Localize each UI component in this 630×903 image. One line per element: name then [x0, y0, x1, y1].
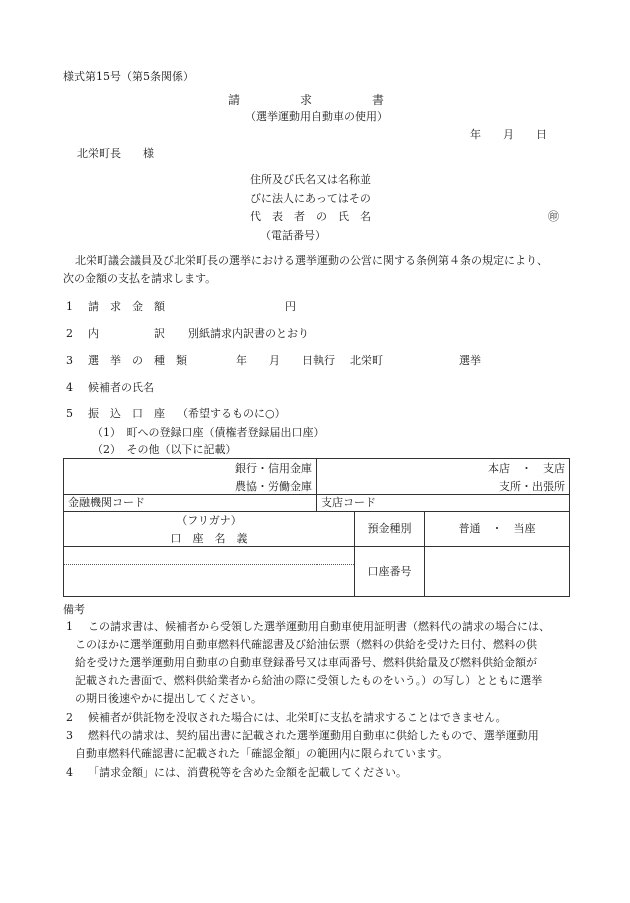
item-5-label: 振 込 口 座 [88, 407, 165, 420]
furigana-input-cell[interactable] [64, 547, 355, 565]
bank-code-cell[interactable] [64, 495, 317, 512]
bank-account-table [63, 458, 570, 597]
item-4-label: 候補者の氏名 [88, 381, 154, 394]
furigana-label: （フリガナ） [176, 514, 242, 527]
item-1-number: 1 [66, 300, 73, 313]
addressee: 北栄町長 様 [77, 147, 154, 160]
account-name-label: 口 座 名 義 [170, 532, 248, 545]
account-name-header [64, 512, 355, 547]
note-1-line-3: 給を受けた選挙運動用自動車の自動車登録番号又は車両番号、燃料供給量及び燃料供給金額が [75, 656, 537, 669]
branch-types-line-1: 本店 ・ 支店 [488, 461, 566, 475]
bank-type-cell[interactable] [64, 459, 317, 495]
branch-code-label: 支店コード [321, 496, 376, 509]
intro-line-1: 北栄町議会議員及び北栄町長の選挙における選挙運動の公営に関する条例第４条の規定により、 [75, 254, 548, 267]
applicant-line-1: 住所及び氏名又は名称並 [250, 173, 371, 186]
deposit-type-label: 預金種別 [367, 522, 412, 535]
item-3-date: 年 月 日執行 [236, 354, 335, 367]
item-3-label: 選 挙 の 種 類 [88, 354, 187, 367]
applicant-line-2: びに法人にあってはその [250, 192, 371, 205]
note-1-line-1: この請求書は、候補者から受領した選挙運動用自動車使用証明書（燃料代の請求の場合には、 [88, 620, 550, 633]
bank-types-line-1: 銀行・信用金庫 [235, 461, 312, 475]
date-line: 年 月 日 [470, 128, 547, 141]
note-2-line-1: 候補者が供託物を没収された場合には、北栄町に支払を請求することはできません。 [88, 711, 507, 724]
account-number-label-cell [355, 547, 425, 597]
applicant-line-3: 代 表 者 の 氏 名 [250, 210, 371, 223]
account-name-input-cell[interactable] [64, 565, 355, 597]
page-subtitle: （選挙運動用自動車の使用） [245, 110, 388, 123]
item-1-label: 請 求 金 額 [88, 300, 165, 313]
item-5-note: （希望するものに○） [177, 407, 286, 420]
note-4-line-1: 「請求金額」には、消費税等を含めた金額を記載してください。 [88, 766, 407, 779]
note-1-line-5: の期日後速やかに提出してください。 [75, 692, 262, 705]
item-5-option-1: （1） 町への登録口座（債権者登録届出口座） [92, 426, 325, 439]
item-1-unit: 円 [285, 300, 296, 313]
branch-types-line-2: 支所・出張所 [499, 479, 566, 493]
account-number-label: 口座番号 [367, 564, 412, 578]
note-2-number: 2 [66, 711, 73, 724]
item-4-number: 4 [66, 381, 73, 394]
note-4-number: 4 [66, 766, 73, 779]
deposit-type-options: 普通 ・ 当座 [458, 522, 536, 535]
deposit-type-label-cell [355, 512, 425, 547]
branch-type-cell[interactable] [317, 459, 570, 495]
phone-label: （電話番号） [260, 229, 326, 242]
page-title: 請 求 書 [228, 93, 385, 107]
note-1-line-2: このほかに選挙運動用自動車燃料代確認書及び給油伝票（燃料の供給を受けた日付、燃料の供 [75, 638, 537, 651]
item-2-value: 別紙請求内訳書のとおり [188, 327, 309, 340]
notes-heading: 備考 [63, 603, 85, 616]
item-3-number: 3 [66, 354, 73, 367]
item-5-number: 5 [66, 407, 73, 420]
deposit-type-options-cell[interactable] [425, 512, 570, 547]
seal-mark: ㊞ [548, 210, 559, 223]
note-1-line-4: 記載された書面で、燃料供給業者から給油の際に受領したものをいう。）の写し）とともに選挙 [75, 674, 543, 687]
account-number-input-cell[interactable] [425, 547, 570, 597]
item-3-town: 北栄町 [350, 354, 383, 367]
intro-line-2: 次の金額の支払を請求します。 [63, 272, 217, 285]
form-number: 様式第15号（第5条関係） [63, 70, 194, 83]
bank-types-line-2: 農協・労働金庫 [235, 479, 312, 493]
note-1-number: 1 [66, 620, 73, 633]
item-2-number: 2 [66, 327, 73, 340]
item-2-label: 内 訳 [88, 327, 165, 340]
note-3-number: 3 [66, 729, 73, 742]
note-3-line-1: 燃料代の請求は、契約届出書に記載された選挙運動用自動車に供給したもので、選挙運動用 [88, 729, 539, 742]
branch-code-cell[interactable] [317, 495, 570, 512]
bank-code-label: 金融機関コード [68, 496, 145, 509]
note-3-line-2: 自動車燃料代確認書に記載された「確認金額」の範囲内に限られています。 [75, 747, 449, 760]
item-3-type: 選挙 [459, 354, 481, 367]
item-5-option-2: （2） その他（以下に記載） [92, 443, 237, 456]
